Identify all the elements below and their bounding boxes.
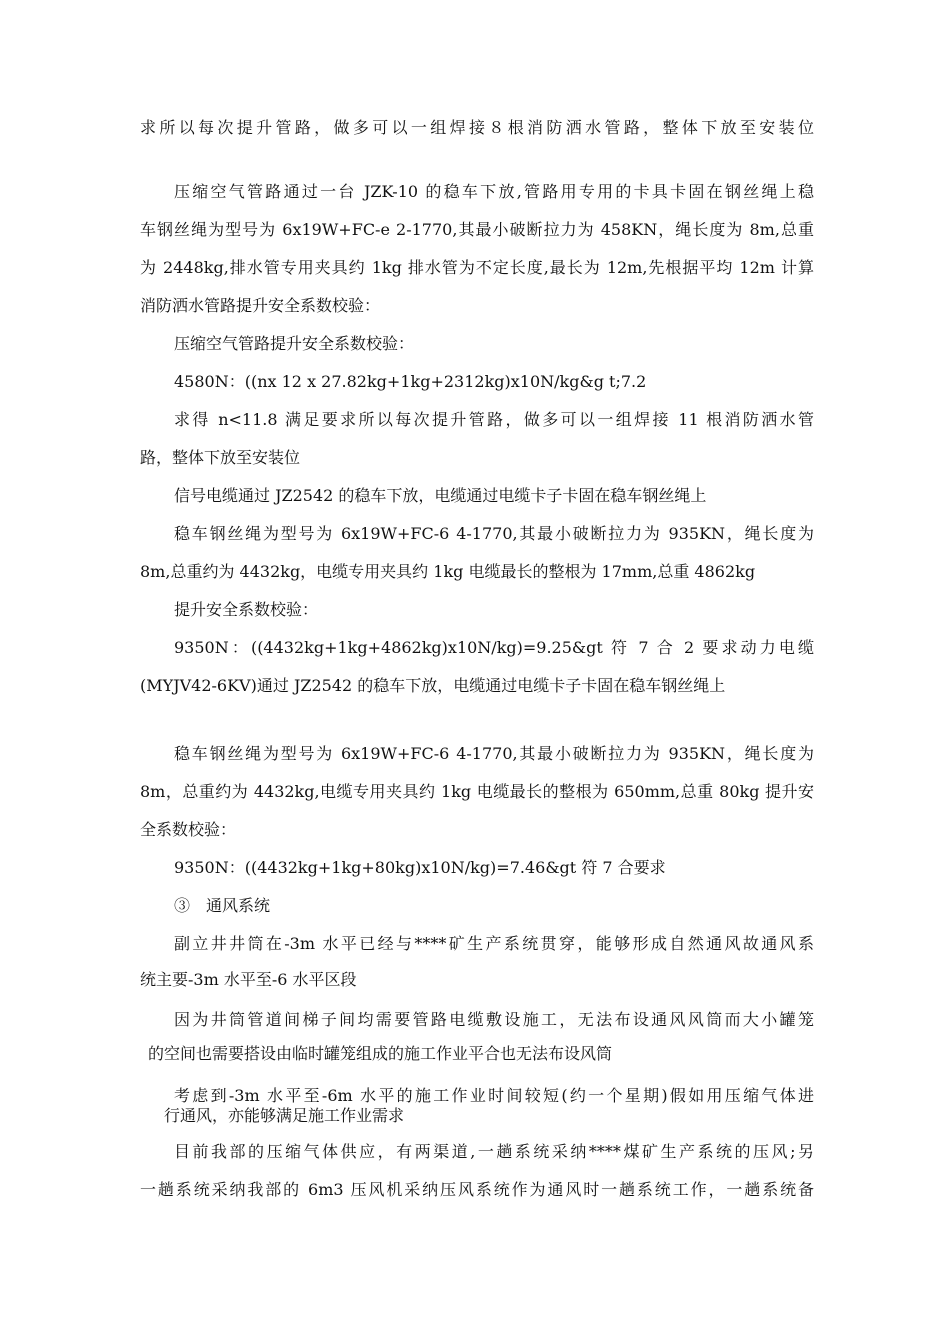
- text-line: 的空间也需要搭设由临时罐笼组成的施工作业平合也无法布设风筒: [148, 1044, 613, 1063]
- text-line: 路，整体下放至安装位: [140, 448, 301, 467]
- text-line: 统主要-3m 水平至-6 水平区段: [140, 970, 357, 989]
- text-line: 因为井筒管道间梯子间均需要管路电缆敷设施工，无法布设通风风筒而大小罐笼: [174, 1010, 814, 1029]
- text-line: 一趟系统采纳我部的 6m3 压风机采纳压风系统作为通风时一趟系统工作，一趟系统备: [140, 1180, 814, 1199]
- text-line: 考虑到-3m 水平至-6m 水平的施工作业时间较短(约一个星期)假如用压缩气体进: [174, 1086, 814, 1105]
- text-line: 求得 n<11.8 满足要求所以每次提升管路，做多可以一组焊接 11 根消防洒水管: [174, 410, 814, 429]
- text-line: 8m，总重约为 4432kg,电缆专用夹具约 1kg 电缆最长的整根为 650mm,总重 80kg 提升安: [140, 782, 814, 801]
- text-line: 压缩空气管路提升安全系数校验：: [174, 334, 415, 353]
- text-line: 消防洒水管路提升安全系数校验：: [140, 296, 381, 315]
- text-line: 为 2448kg,排水管专用夹具约 1kg 排水管为不定长度,最长为 12m,先根据平均 12m 计算: [140, 258, 814, 277]
- text-line: 稳车钢丝绳为型号为 6x19W+FC-6 4-1770,其最小破断拉力为 935KN，绳长度为: [174, 744, 814, 763]
- text-line: 行通风，亦能够满足施工作业需求: [164, 1106, 405, 1125]
- text-line: 9350N：((4432kg+1kg+4862kg)x10N/kg)=9.25&gt 符 7 合 2 要求动力电缆: [174, 638, 814, 657]
- text-line: 9350N：((4432kg+1kg+80kg)x10N/kg)=7.46&gt 符 7 合要求: [174, 858, 666, 877]
- text-line: 副立井井筒在-3m 水平已经与****矿生产系统贯穿，能够形成自然通风故通风系: [174, 934, 814, 953]
- text-line: 全系数校验：: [140, 820, 237, 839]
- text-line: 4580N：((nx 12 x 27.82kg+1kg+2312kg)x10N/kg&g t;7.2: [174, 372, 647, 391]
- text-line: 提升安全系数校验：: [174, 600, 319, 619]
- text-line: 稳车钢丝绳为型号为 6x19W+FC-6 4-1770,其最小破断拉力为 935KN，绳长度为: [174, 524, 814, 543]
- text-line: 压缩空气管路通过一台 JZK-10 的稳车下放,管路用专用的卡具卡固在钢丝绳上稳: [174, 182, 814, 201]
- section-heading: ③ 通风系统: [174, 896, 271, 915]
- text-line: 信号电缆通过 JZ2542 的稳车下放，电缆通过电缆卡子卡固在稳车钢丝绳上: [174, 486, 707, 505]
- text-line: 8m,总重约为 4432kg，电缆专用夹具约 1kg 电缆最长的整根为 17mm,总重 4862kg: [140, 562, 756, 581]
- text-line: 求所以每次提升管路，做多可以一组焊接８根消防洒水管路，整体下放至安装位: [140, 118, 814, 137]
- text-line: 车钢丝绳为型号为 6x19W+FC-e 2-1770,其最小破断拉力为 458KN，绳长度为 8m,总重: [140, 220, 814, 239]
- text-line: 目前我部的压缩气体供应，有两渠道,一趟系统采纳****煤矿生产系统的压风;另: [174, 1142, 814, 1161]
- text-line: (MYJV42-6KV)通过 JZ2542 的稳车下放，电缆通过电缆卡子卡固在稳车钢丝绳上: [140, 676, 726, 695]
